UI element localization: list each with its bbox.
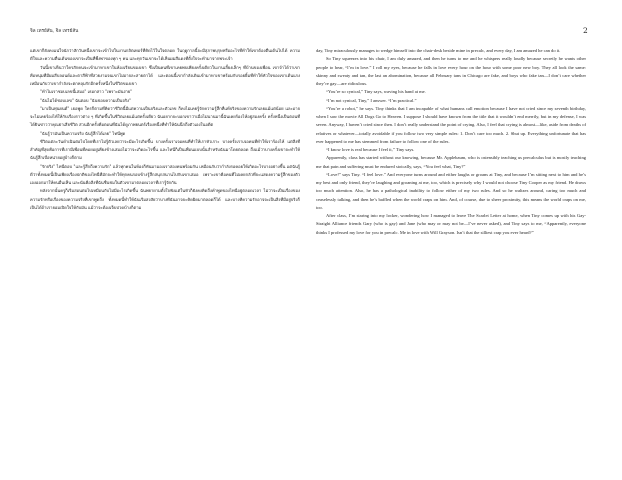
paragraph: day, Tiny miraculously manages to wedge himself into the chair-desk beside mine in precalc, and every day, I am amazed he can do it. xyxy=(316,48,561,53)
paragraph: So Tiny squeezes into his chair, I am duly amazed, and then he turns to me and he whispers really loudly because secretly he wants other people to hear, “I’m in love.” I roll my eyes, because he falls in love every hour on the hour with some poor new boy. They all look the same: skinny and sweaty and tan, the last an abomination, because all February tans in Chicago are fake, and boys who fake tan—I don’t care whether they’re gay—are ridiculous. xyxy=(316,56,586,86)
paragraph: "รักจริง" ไทนี่ตอบ "และรู้สึกถึงความรัก" แล้วทุกคนในห้องก็หันมามองเราสองคนพร้อมกัน เหมือนกับว่ากำลังรอคอยให้เกิดอะไรบางอย่างขึ้น แต่ฉันรู้ดีว่าทั้งหมดนี้เป็นเพียงเรื่องปกติของไทนี่ที่มักจะทำให้ทุกคนรอบข้างรู้สึกสนุกสนานไปกับเขาเสมอ เพราะเขาคือคนที่ไม่เคยกลัวที่จะแสดงความรู้สึกของตัวเองออกมาให้คนอื่นเห็น และนั่นคือสิ่งที่ฉันชื่นชมในตัวเขามาตลอดเวลาที่เรารู้จักกัน xyxy=(30,163,300,185)
thai-text-column xyxy=(30,47,300,212)
paragraph: “You’re so cynical,” Tiny says, waving his hand at me. xyxy=(326,89,426,95)
paragraph: แต่เขาก็ยังคงแน่ใจนักว่าสักวันหนึ่งเขาจะเข้าไปในงานกลิตเทอร์ที่คิดไว้ในใจตลอด ในฤดูกาลนี้จะมีสุภาพบุรุษหรืออะไรที่ทำให้เขาต้องตื่นเต้นไปได้ ความดีใจและความตื่นเต้นของเขาจะเป็นที่พึ่งพาของทุก ๆ คน และทุกวันเขาจะได้เห็นผมสีแดงที่ตั้งใจจะทำมาจากพระเจ้า xyxy=(30,48,300,62)
paragraph: "ฉันรู้ว่ามันเป็นความจริง ฉันรู้สึกได้เลย" ไทนี่พูด xyxy=(40,130,126,136)
paragraph: “You’re a robot,” he says. Tiny thinks that I am incapable of what humans call emotion because I have not cried since my seventh birthday, when I saw the movie All Dogs Go to Heaven. I suppose I should have known from the title that it wouldn’t end merrily, but in my defense, I was seven. Anyway, I haven’t cried since then. I don’t really understand the point of crying. Also, I feel that crying is almost—like, aside from deaths of relatives or whatever—totally avoidable if you follow two very simple rules: 1. Don’t care too much. 2. Shut up. Everything unfortunate that has ever happened to me has stemmed from failure to follow one of the rules. xyxy=(316,105,586,144)
paragraph: ชีวิตแต่ละวันดำเนินต่อไปโดยที่เราไม่รู้ตัวเลยว่าจะมีอะไรเกิดขึ้น บางครั้งเราเจอคนที่ทำให้เราหัวเราะ บางครั้งเราเจอคนที่ทำให้เราร้องไห้ แต่สิ่งที่สำคัญที่สุดคือการที่เรามีเพื่อนที่คอยอยู่เคียงข้างเสมอไม่ว่าจะเกิดอะไรขึ้น และไทนี่ก็เป็นเพื่อนแบบนั้นสำหรับฉันมาโดยตลอด ถึงแม้ว่าบางครั้งเขาจะทำให้ฉันรู้สึกเบื่อหน่ายอยู่บ้างก็ตาม xyxy=(30,138,300,161)
paragraph: วันนี้เขาเห็นว่าใครสักคนจะเข้ามาหาเขาในห้องเรียนของเขา ซึ่งเป็นคนที่เขาเคยพบเพียงครั้งเดียวในงานเลี้ยงเล็กๆ ที่บ้านของเพื่อน เขาจำได้ว่าเขาคือหนุ่มที่มีผมสีบลอนด์และตาสีฟ้าที่สวยงามจนเขาไม่อาจละสายตาได้ และตอนนี้เขากำลังเดินเข้ามาหาเขาพร้อมกับรอยยิ้มที่ทำให้หัวใจของเขาเต้นแรงเหมือนกับว่าเขากำลังจะตกหลุมรักอีกครั้งหนึ่งในชีวิตของเขา xyxy=(30,64,300,86)
paragraph: “Love!” says Tiny. “I feel love.” And everyone turns around and either laughs or groans at Tiny, and because I’m sitting next to him and he’s my best and only friend, they’re laughing and groaning at me, too, which is precisely why I would not choose Tiny Cooper as my friend. He draws too much attention. Also, he has a pathological inability to follow either of my two rules. And so he waltzes around, caring too much and ceaselessly talking, and then he’s baffled when the world craps on him. And, of course, due to sheer proximity, this means the world craps on me, too. xyxy=(316,171,586,210)
paragraph: "ฉันไม่ได้ชอบเลข" ฉันตอบ "ฉันชอบความเป็นจริง" xyxy=(40,97,131,103)
paragraph: "มาเป็นหุ่นยนต์" เธอพูด ใครก็ตามที่คิดว่าชีวิตนี้มีแต่ความเป็นจริงและตัวเลข ก็คงไม่เคยรู้จักความรู้สึกที่แท้จริงของความรักเลยแม้แต่น้อย และอาจจะไม่เคยร้องไห้ให้กับเรื่องราวต่าง ๆ ที่เกิดขึ้นในชีวิตเลยแม้แต่ครั้งเดียว ฉันอยากจะบอกเขาว่าเมื่อไม่นานมานี้ฉันเคยร้องไห้อยู่สองครั้ง ครั้งหนึ่งเป็นตอนที่ได้ยินข่าวว่าคุณย่าเสียชีวิต ส่วนอีกครั้งคือตอนที่ฉันได้ดูภาพยนตร์เรื่องหนึ่งที่ทำให้ฉันนึกถึงตัวเองในอดีต xyxy=(30,105,300,128)
paragraph: “I’m not cynical, Tiny,” I answer. “I’m practical.” xyxy=(326,97,417,103)
english-text-column xyxy=(316,47,586,237)
paragraph: หลังจากนั้นครูก็เริ่มสอนต่อไปเหมือนกับไม่มีอะไรเกิดขึ้น ฉันพยายามตั้งใจฟังแต่ในหัวก็ยังคงคิดถึงคำพูดของไทนี่อยู่ตลอดเวลา ไม่ว่าจะเป็นเรื่องของความรักหรือเรื่องของความจริงที่เขาพูดถึง ทั้งหมดนี้ทำให้ฉันเริ่มสงสัยว่าบางทีฉันอาจจะคิดผิดมาตลอดก็ได้ และบางทีความรักอาจจะเป็นสิ่งที่มีอยู่จริงก็เป็นได้ถ้าเรายอมเปิดใจให้กับมัน แม้ว่าจะต้องเจ็บปวดบ้างก็ตาม xyxy=(30,188,300,210)
page-number: 2 xyxy=(583,26,588,35)
running-header: จิล เทรย์สัน, จิล เทรย์สัน xyxy=(30,29,79,34)
paragraph: Apparently, class has started without our knowing, because Mr. Applebaum, who is ostensibly teaching us precalculus but is mostly teaching me that pain and suffering must be endured stoically, says, “You feel what, Tiny?” xyxy=(316,155,586,169)
paragraph: After class, I’m staring into my locker, wondering how I managed to leave The Scarlet Letter at home, when Tiny comes up with his Gay-Straight Alliance friends Gary (who is gay) and Jane (who may or may not be—I’ve never asked), and Tiny says to me, “Apparently, everyone thinks I professed my love for you in precalc. Me in love with Will Grayson. Isn’t that the silliest crap you ever heard?” xyxy=(316,213,586,235)
paragraph: "ทำไมเราชอบเลขนี้เสมอ" เธอกล่าว "เพราะมันง่าย" xyxy=(40,89,133,95)
paragraph: “I know love is real because I feel it,” Tiny says. xyxy=(326,147,415,152)
